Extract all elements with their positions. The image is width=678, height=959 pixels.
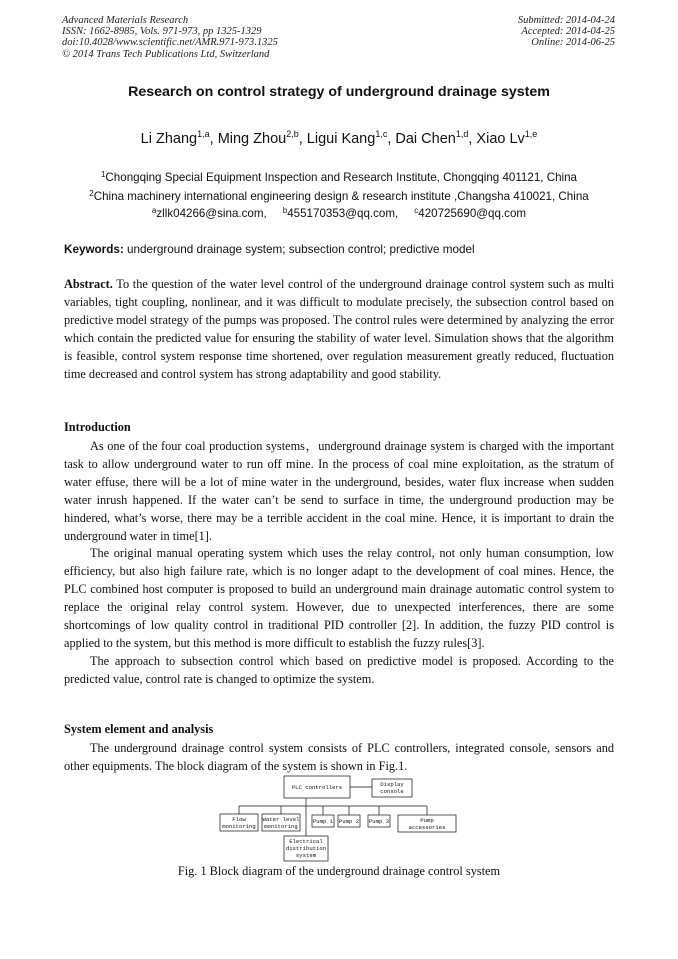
affiliation-1 [0,171,678,184]
online-date: Online: 2014-06-25 [531,37,615,49]
introduction-section [64,438,614,689]
affiliation-sup: 2 [89,189,94,198]
doi-line[interactable]: doi:10.4028/www.scientific.net/AMR.971-973.1325 [62,37,278,49]
author-name: Li Zhang [140,131,198,147]
copyright-line: © 2014 Trans Tech Publications Ltd, Switzerland [62,48,270,60]
intro-paragraph-2: The original manual operating system which uses the relay control, not only human consumption, low efficiency, but also high failure rate, which is no longer adapt to the development of coal mines. Hence, the PLC combined host computer is proposed to build an underground main drainage automatic control system to replace the original relay control system. However, due to unexpected interferences, there are some shortcomings of low quality control in traditional PID controller [2]. In addition, the fuzzy PID control is applied to the system, but this method is more difficult to establish the fuzzy rules[3]. [64,546,614,650]
email-b[interactable] [283,207,399,220]
email-sup: c [414,206,419,215]
issn-line: ISSN: 1662-8985, Vols. 971-973, pp 1325-1329 [62,26,262,38]
author-sup: 2,b [286,129,299,139]
author-sup: 1,c [375,129,388,139]
flow-label-1: Flow [232,816,246,823]
affiliation-text: Chongqing Special Equipment Inspection and Research Institute, Chongqing 401121, China [105,171,578,184]
system-section [64,740,614,776]
dates-header [518,15,615,49]
accepted-date: Accepted: 2014-04-25 [521,26,615,38]
plc-label: PLC controllers [291,784,343,791]
keywords-label: Keywords: [64,243,124,256]
email-text: 455170353@qq.com, [287,207,399,220]
introduction-heading: Introduction [64,420,131,434]
author-sup: 1,e [524,129,538,139]
author-name: Dai Chen [395,131,456,147]
abstract-text: To the question of the water level control of the underground drainage control system such as multi variables, tight coupling, nonlinear, and it was difficult to modulate precisely, the subsection control based on predictive model strategy of the pumps was proposed. The control rules were determined by analyzing the error which contain the predicted value for ensuring the stability of water level. Simulation shows that the algorithm is feasible, control system response time shortened, over regulation measurement greatly reduced, fluctuation time decreased and control system has strong adaptability and good stability. [64,277,614,381]
affiliation-sup: 1 [100,170,106,179]
author-sep: , [387,131,396,147]
affiliation-text: China machinery international engineering design & research institute ,Changsha 410021, China [93,190,589,203]
email-text: zllk04266@sina.com, [156,207,267,220]
email-a[interactable] [152,207,267,220]
email-text: 420725690@qq.com [418,207,527,220]
intro-paragraph-3: The approach to subsection control which based on predictive model is proposed. According to the predicted value, control rate is changed to optimize the system. [64,653,614,686]
abstract-section [64,276,614,383]
keywords-line [64,243,616,256]
accessories-label-1: Pump [420,817,434,824]
paper-title: Research on control strategy of underground drainage system [128,84,550,100]
pump3-label: Pump 3 [368,818,390,825]
author-list [0,131,678,147]
author-name: Xiao Lv [476,131,525,147]
pump2-label: Pump 2 [338,818,360,825]
email-list [0,207,678,220]
email-sup: a [151,206,157,215]
intro-paragraph-1: As one of the four coal production systems，underground drainage system is charged with the important task to allow underground water to run off mine. In the process of coal mine exploitation, as the stratum of water effuse, there will be a lot of mine water in the underground, besides, water flux increase when sudden water inrush happened. If the water can’t be send to surface in time, the underground production may be hindered, what’s worse, there may be a terrible accident in the coal mine. Hence, it is important to drain the underground water in time[1]. [64,439,614,543]
display-label-1: Display [380,781,404,788]
submitted-date: Submitted: 2014-04-24 [517,15,615,26]
electrical-label-1: Electrical [289,838,323,845]
accessories-label-2: accessories [408,824,446,831]
system-heading: System element and analysis [64,722,214,736]
electrical-label-3: system [295,852,317,859]
system-paragraph: The underground drainage control system consists of PLC controllers, integrated console, sensors and other equipments. The block diagram of the system is shown in Fig.1. [64,741,614,773]
keywords-text: underground drainage system; subsection control; predictive model [123,243,475,256]
abstract-label: Abstract. [64,277,113,291]
flow-label-2: monitoring [222,823,256,830]
display-label-2: console [380,788,404,795]
water-label-1: Water level [262,816,300,823]
block-diagram [210,775,470,865]
email-sup: b [282,206,288,215]
pump1-label: Pump 1 [312,818,334,825]
author-name: Ming Zhou [217,131,287,147]
journal-name: Advanced Materials Research [62,15,189,26]
water-label-2: monitoring [264,823,298,830]
author-sep: , [298,131,307,147]
figure-caption: Fig. 1 Block diagram of the underground drainage control system [177,864,501,878]
author-sep: , [209,131,218,147]
author-sup: 1,a [197,129,210,139]
author-sep: , [468,131,477,147]
author-name: Ligui Kang [306,131,376,147]
electrical-label-2: distribution [285,845,327,852]
email-c[interactable] [414,207,526,220]
journal-header [62,15,278,60]
affiliation-2 [0,190,678,203]
author-sup: 1,d [455,129,469,139]
